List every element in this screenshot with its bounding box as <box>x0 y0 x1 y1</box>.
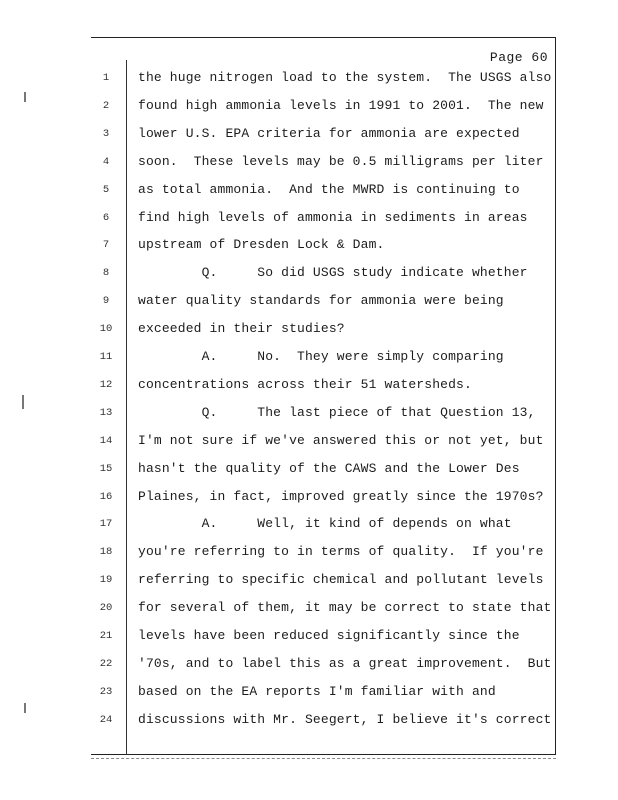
line-number: 4 <box>102 155 110 168</box>
line-number: 14 <box>99 434 113 447</box>
line-number: 16 <box>99 490 113 503</box>
transcript-line-text: levels have been reduced significantly since the <box>138 628 520 643</box>
transcript-line-text: concentrations across their 51 watersheds. <box>138 376 472 392</box>
line-number: 20 <box>99 602 113 615</box>
line-number: 19 <box>99 574 113 587</box>
transcript-line-text: Plaines, in fact, improved greatly since the 1970s? <box>138 488 544 504</box>
transcript-line-text: find high levels of ammonia in sediments in areas <box>138 209 528 225</box>
line-number: 22 <box>99 657 113 670</box>
transcript-line-text: based on the EA reports I'm familiar with and <box>138 683 496 699</box>
line-number: 21 <box>99 630 113 642</box>
scan-artifact-mark <box>22 395 24 409</box>
line-number: 12 <box>99 378 113 391</box>
transcript-page-frame <box>91 37 556 755</box>
transcript-line-text: hasn't the quality of the CAWS and the Lower Des <box>138 460 520 476</box>
line-number: 24 <box>99 713 113 726</box>
transcript-line-text: exceeded in their studies? <box>138 321 345 337</box>
scan-artifact-mark <box>24 92 26 102</box>
line-number: 5 <box>102 183 110 196</box>
line-number: 17 <box>99 518 113 531</box>
line-number: 13 <box>99 406 113 419</box>
transcript-line-text: upstream of Dresden Lock & Dam. <box>138 237 385 253</box>
transcript-line-text: '70s, and to label this as a great improvement. But <box>138 655 552 671</box>
line-number: 9 <box>102 295 110 308</box>
transcript-line-text: A. Well, it kind of depends on what <box>138 516 512 532</box>
line-number: 23 <box>99 685 113 698</box>
scan-bottom-edge <box>91 758 556 762</box>
transcript-line-text: Q. The last piece of that Question 13, <box>138 404 536 420</box>
transcript-line-text: Q. So did USGS study indicate whether <box>138 265 528 281</box>
transcript-line-text: referring to specific chemical and pollutant levels <box>138 572 544 588</box>
transcript-line-text: discussions with Mr. Seegert, I believe it's correct <box>138 711 552 727</box>
line-number-margin-rule <box>126 60 127 755</box>
line-number: 18 <box>99 546 113 559</box>
transcript-line-text: you're referring to in terms of quality. If you're <box>138 544 544 560</box>
line-number: 1 <box>102 72 110 84</box>
line-number: 15 <box>99 462 113 475</box>
line-number: 10 <box>99 323 113 336</box>
transcript-line-text: as total ammonia. And the MWRD is continuing to <box>138 181 520 197</box>
transcript-line-text: lower U.S. EPA criteria for ammonia are expected <box>138 125 520 141</box>
line-number: 11 <box>99 351 113 363</box>
transcript-line-text: for several of them, it may be correct to state that <box>138 600 552 616</box>
transcript-line-text: water quality standards for ammonia were being <box>138 293 504 309</box>
line-number: 8 <box>102 267 110 280</box>
scan-artifact-mark <box>24 703 26 713</box>
transcript-line-text: found high ammonia levels in 1991 to 2001. The new <box>138 97 544 113</box>
transcript-line-text: soon. These levels may be 0.5 milligrams per liter <box>138 153 544 169</box>
line-number: 6 <box>102 211 110 224</box>
transcript-line-text: the huge nitrogen load to the system. The USGS also <box>138 70 552 85</box>
line-number: 7 <box>102 239 110 252</box>
transcript-line-text: I'm not sure if we've answered this or not yet, but <box>138 432 544 448</box>
line-number: 2 <box>102 99 110 112</box>
transcript-line-text: A. No. They were simply comparing <box>138 349 504 364</box>
line-number: 3 <box>102 127 110 140</box>
page-number: Page 60 <box>489 50 548 65</box>
